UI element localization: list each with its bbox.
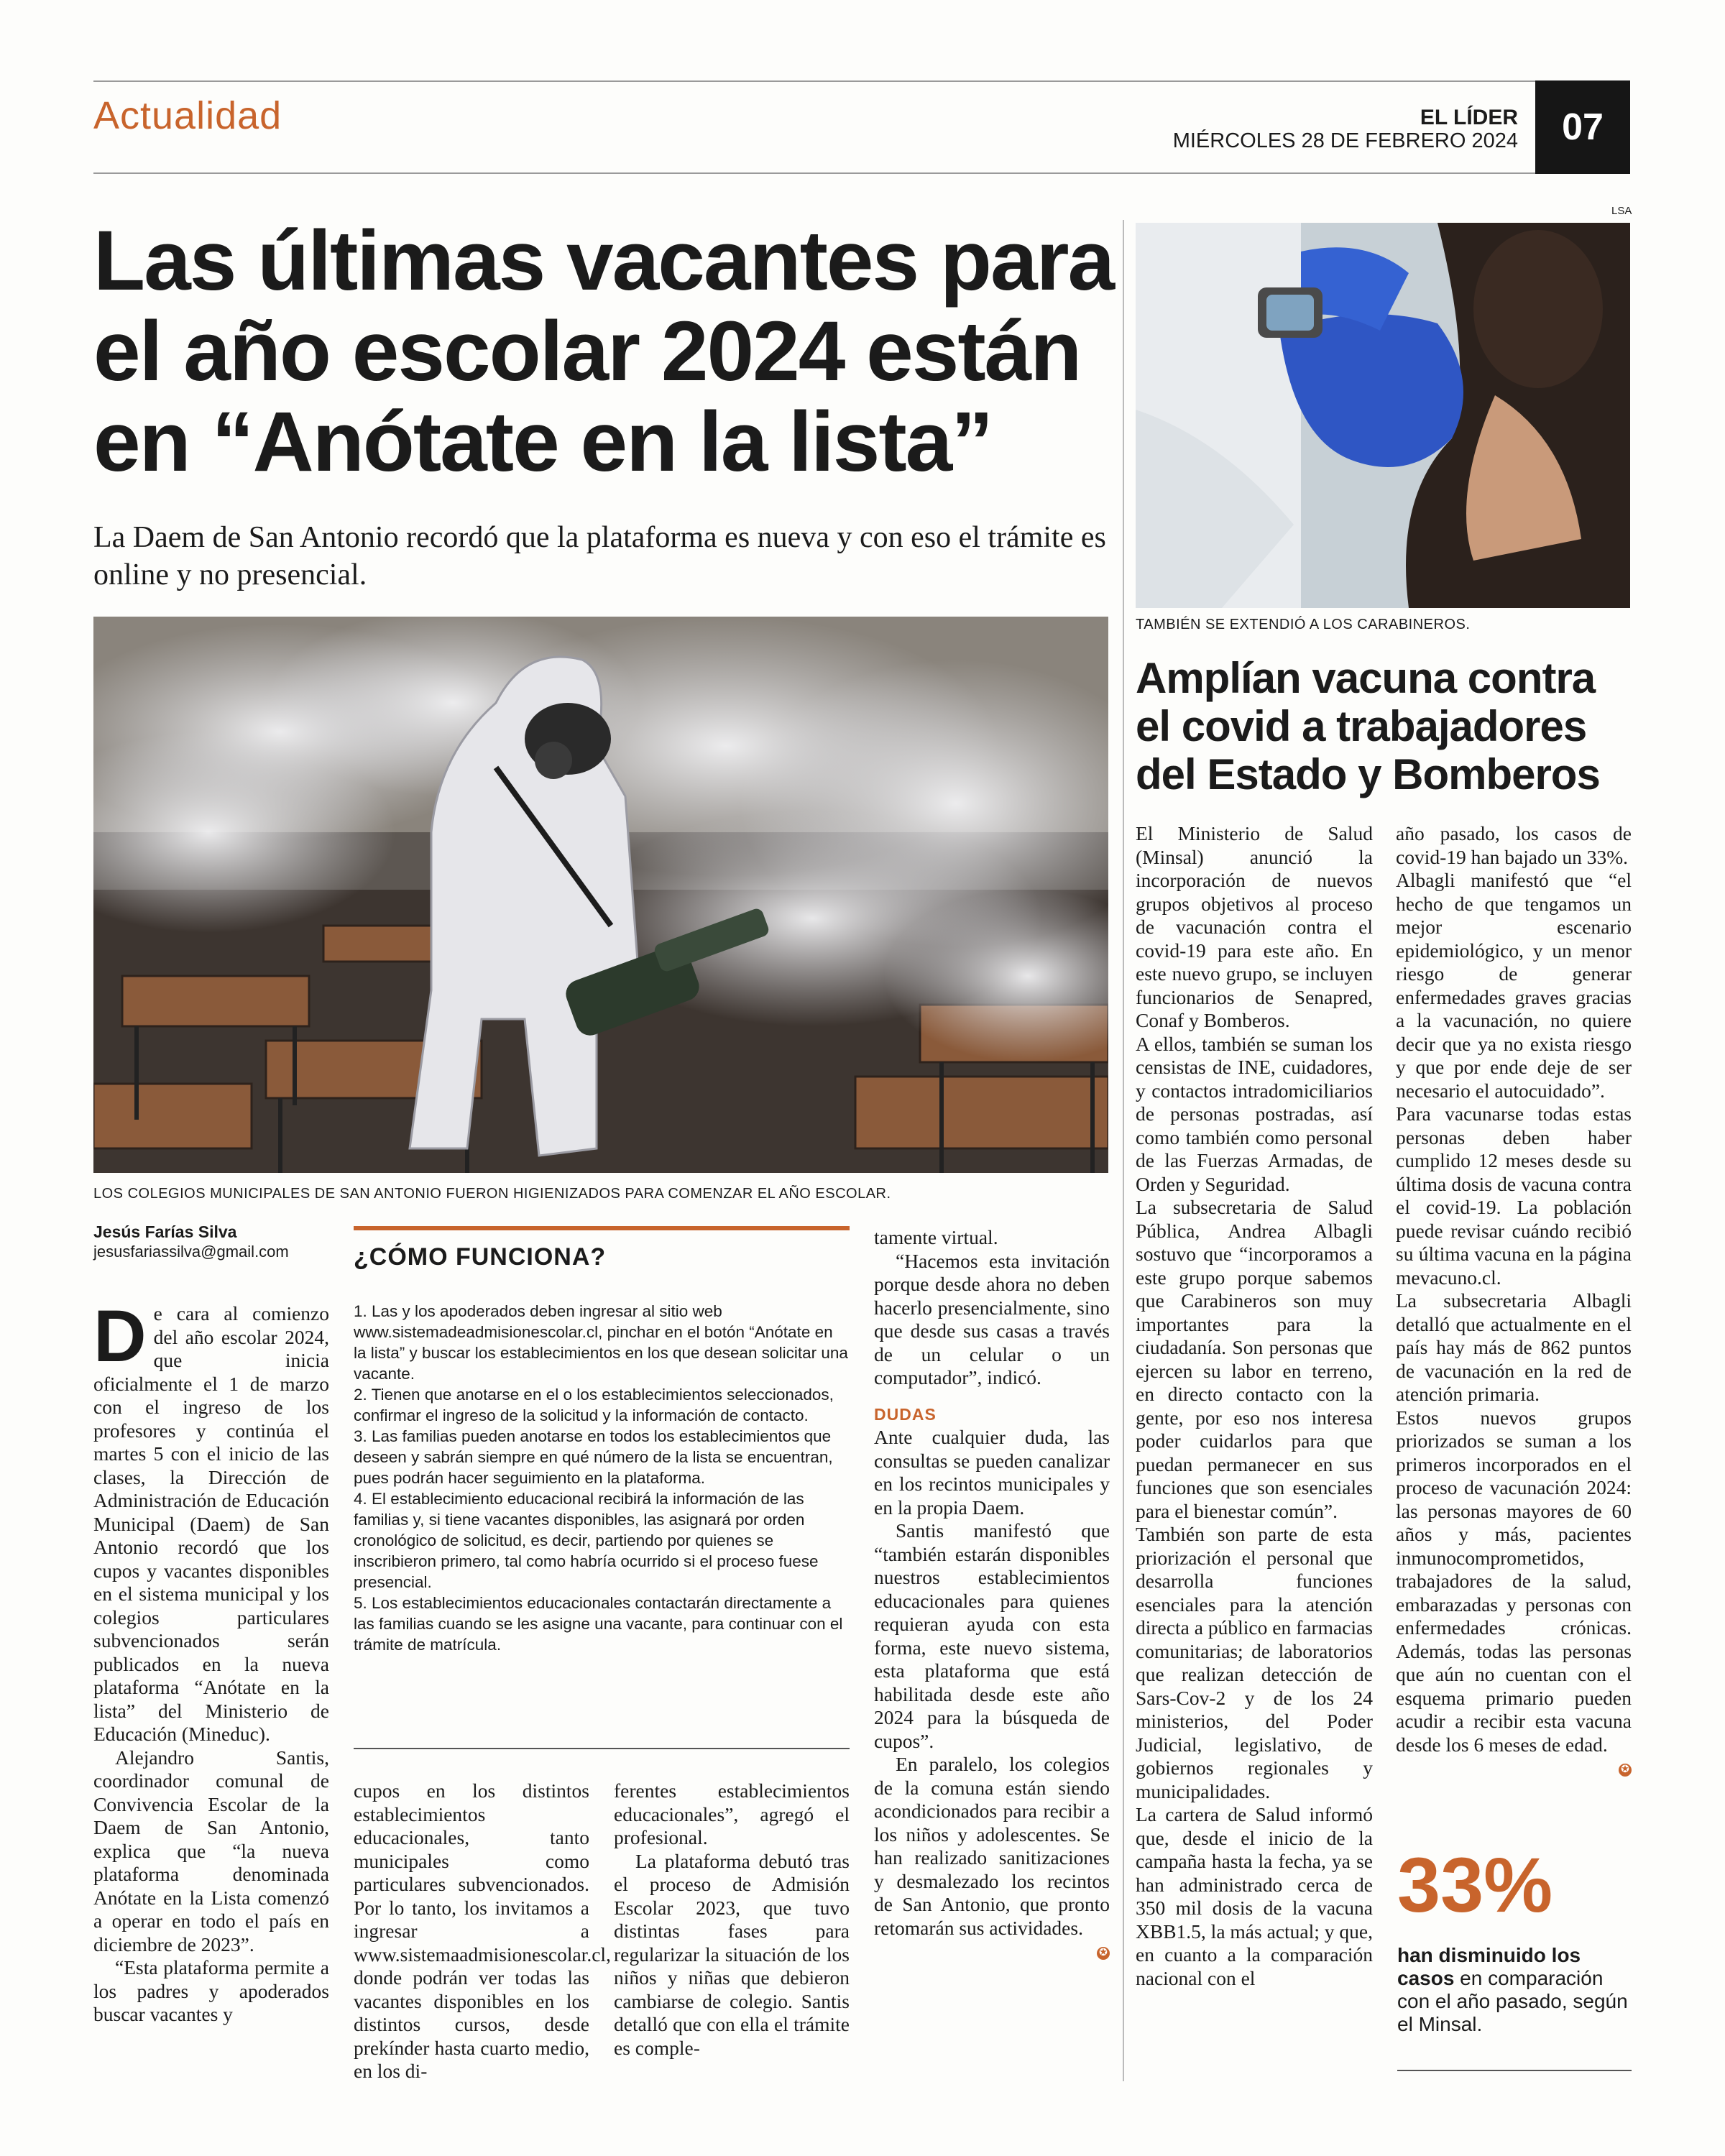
paragraph: “Esta plataforma permite a los padres y apoderados buscar vacantes y bbox=[93, 1956, 329, 2025]
paragraph: tamente virtual. bbox=[874, 1226, 998, 1248]
author-email: jesusfariassilva@gmail.com bbox=[93, 1243, 289, 1261]
paragraph: Santis manifestó que “también estarán disponibles nuestros establecimientos educacionales para quienes requieran ayuda con esta forma, este nuevo sistema, esta plataforma que está habilitada desde este año 2024 para la búsqueda de cupos”. bbox=[874, 1519, 1110, 1752]
paragraph: La subsecretaria de Salud Pública, Andrea Albagli sostuvo que “incorporamos a este grupo porque sabemos que Carabineros son muy importantes para la ciudadanía. Son personas que ejercen su labor en terreno, en directo contacto con la gente, por eso nos interesa poder cuidarlos para que puedan permanecer en sus funciones que son esenciales para el bienestar común”. bbox=[1136, 1196, 1373, 1522]
paragraph: ferentes establecimientos educacionales”, agregó el profesional. bbox=[614, 1779, 850, 1848]
article-column-2 bbox=[354, 1779, 611, 2083]
paragraph: Alejandro Santis, coordinador comunal de Convivencia Escolar de la Daem de San Antonio, explica que “la nueva plataforma denominada Anótate en la Lista comenzó a operar en todo el país en diciembre de 2023”. bbox=[93, 1746, 329, 1955]
column-divider bbox=[1123, 220, 1124, 2081]
stat-caption-rest: en comparación con el año pasado, según el Minsal. bbox=[1397, 1967, 1628, 2035]
top-rule bbox=[93, 80, 1535, 82]
paragraph: e cara al comienzo del año escolar 2024, que inicia oficialmente el 1 de marzo con el ingreso de los profesores y continúa el martes 5 con el inicio de las clases, la Dirección de Administración de Educación Municipal (Daem) de San Antonio recordó que los cupos y vacantes disponibles en el sistema municipal y los colegios particulares subvencionados serán publicados en la nueva plataforma “Anótate en la lista” del Ministerio de Educación (Mineduc). bbox=[93, 1302, 329, 1745]
side-column-1 bbox=[1136, 822, 1373, 1990]
header-rule bbox=[93, 172, 1535, 174]
paragraph: También son parte de esta priorización el personal que desarrolla funciones esenciales para la atención directa a público en farmacias comunitarias; de laboratorios que realizan detección de Sars-Cov-2 y de los 24 ministerios, del Poder Judicial, legislativo, de gobiernos regionales y municipalidades. bbox=[1136, 1523, 1373, 1802]
stat-rule bbox=[1397, 2070, 1632, 2071]
paragraph: cupos en los distintos establecimientos educacionales, tanto municipales como particulares subvencionados. Por lo tanto, los invitamos a ingresar a www.sistemaadmisionescolar.cl, donde podrán ver todas las vacantes disponibles en los distintos cursos, desde prekínder hasta cuarto medio, en los di- bbox=[354, 1779, 611, 2082]
paragraph: Ante cualquier duda, las consultas se pueden canalizar en los recintos municipales y en la propia Daem. bbox=[874, 1426, 1110, 1519]
paragraph: año pasado, los casos de covid-19 han bajado un 33%. bbox=[1396, 822, 1632, 868]
end-mark-icon: ✪ bbox=[1097, 1947, 1110, 1960]
article-column-4 bbox=[874, 1226, 1110, 1963]
paragraph: Estos nuevos grupos priorizados se suman a los primeros incorporados en el proceso de vacunación 2024: las personas mayores de 60 años y más, pacientes inmunocomprometidos, trabajadores de la salud, embarazadas y personas con enfermedades crónicas. Además, todas las personas que aún no cuentan con el esquema primario pueden acudir a recibir esta vacuna desde los 6 meses de edad. bbox=[1396, 1406, 1632, 1756]
subhead: DUDAS bbox=[874, 1404, 937, 1424]
photo-credit: LSA bbox=[1611, 205, 1632, 217]
photo-caption: LOS COLEGIOS MUNICIPALES DE SAN ANTONIO FUERON HIGIENIZADOS PARA COMENZAR EL AÑO ESCOLAR. bbox=[93, 1186, 891, 1202]
main-headline: Las últimas vacantes para el año escolar 2024 están en “Anótate en la lista” bbox=[93, 213, 1114, 489]
box-bottom-rule bbox=[354, 1748, 850, 1749]
box-title: ¿CÓMO FUNCIONA? bbox=[354, 1243, 607, 1271]
paragraph: “Hacemos esta invitación porque desde ahora no deben hacerlo presencialmente, sino que desde sus casas a través de un celular o un computador”, indicó. bbox=[874, 1249, 1110, 1388]
box-accent-rule bbox=[354, 1226, 850, 1230]
photo-caption: TAMBIÉN SE EXTENDIÓ A LOS CARABINEROS. bbox=[1136, 617, 1471, 632]
vaccination-photo bbox=[1136, 223, 1630, 608]
masthead bbox=[1173, 106, 1518, 152]
paragraph: Albagli manifestó que “el hecho de que tengamos un mejor escenario epidemiológico, y un menor riesgo de generar enfermedades graves gracias a la vacunación, no quiere decir que ya no exista riesgo y que por ende deje de ser necesario el autocuidado”. bbox=[1396, 869, 1632, 1102]
section-label: Actualidad bbox=[93, 94, 282, 137]
main-deck: La Daem de San Antonio recordó que la plataforma es nueva y con eso el trámite es online y no presencial. bbox=[93, 521, 1106, 591]
box-step: 5. Los establecimientos educacionales contactarán directamente a las familias cuando se les asigne una vacante, para continuar con el trámite de matrícula. bbox=[354, 1594, 843, 1654]
box-step: 3. Las familias pueden anotarse en todos los establecimientos que deseen y sabrán siempre en qué número de la lista se encuentran, pues podrán hacer seguimiento en la plataforma. bbox=[354, 1427, 833, 1487]
highlight-stat: 33% bbox=[1397, 1841, 1553, 1928]
side-column-2 bbox=[1396, 822, 1632, 1780]
paragraph: La plataforma debutó tras el proceso de Admisión Escolar 2023, que tuvo distintas fases para regularizar la situación de los niños y niñas que debieron cambiarse de colegio. Santis detalló que con ella el trámite es comple- bbox=[614, 1849, 850, 2059]
stat-caption bbox=[1397, 1944, 1632, 2036]
paragraph: A ellos, también se suman los censistas de INE, cuidadores, y contactos intradomiciliarios de personas postradas, así como también como personal de las Fuerzas Armadas, de Orden y Seguridad. bbox=[1136, 1032, 1373, 1195]
author-name: Jesús Farías Silva bbox=[93, 1222, 237, 1241]
article-column-1 bbox=[93, 1295, 329, 2027]
drop-cap: D bbox=[93, 1295, 147, 1377]
page-number: 07 bbox=[1535, 80, 1630, 174]
article-column-3 bbox=[614, 1779, 850, 2060]
box-step: 2. Tienen que anotarse en el o los establecimientos seleccionados, confirmar el ingreso de la solicitud y la información de contacto. bbox=[354, 1386, 834, 1424]
paragraph: En paralelo, los colegios de la comuna están siendo acondicionados para recibir a los niños y adolescentes. Se han realizado sanitizaciones y desmalezado los recintos de San Antonio, que pronto retomarán sus actividades. bbox=[874, 1753, 1110, 1939]
paragraph: El Ministerio de Salud (Minsal) anunció la incorporación de nuevos grupos objetivos al proceso de vacunación contra el covid-19 para este año. En este nuevo grupo, se incluyen funcionarios de Senapred, Conaf y Bomberos. bbox=[1136, 822, 1373, 1031]
box-step: 4. El establecimiento educacional recibirá la información de las familias y, si tiene vacantes disponibles, las asignará por orden cronológico de solicitud, es decir, partiendo por quienes se inscribieron primero, tal como habría ocurrido si el proceso fuese presencial. bbox=[354, 1490, 819, 1591]
box-steps-list bbox=[354, 1301, 850, 1655]
end-mark-icon: ✪ bbox=[1619, 1764, 1632, 1777]
issue-date: MIÉRCOLES 28 DE FEBRERO 2024 bbox=[1172, 129, 1518, 152]
stat-caption-bold: han disminuido los casos bbox=[1397, 1944, 1581, 1989]
paragraph: La subsecretaria Albagli detalló que actualmente en el país hay más de 862 puntos de vacunación en la red de atención primaria. bbox=[1396, 1289, 1632, 1405]
box-step: 1. Las y los apoderados deben ingresar al sitio web www.sistemadeadmisionescolar.cl, pinchar en el botón “Anótate en la lista” y buscar los establecimientos en los que desean solicitar una vacante. bbox=[354, 1302, 848, 1383]
fumigation-photo bbox=[93, 617, 1108, 1173]
paragraph: La cartera de Salud informó que, desde el inicio de la campaña hasta la fecha, ya se han administrado cerca de 350 mil dosis de la vacuna XBB1.5, la más actual; y que, en cuanto a la comparación nacional con el bbox=[1136, 1803, 1373, 1989]
publication-name: EL LÍDER bbox=[1420, 106, 1518, 129]
byline bbox=[93, 1222, 289, 1262]
side-headline: Amplían vacuna contra el covid a trabajadores del Estado y Bomberos bbox=[1136, 654, 1600, 798]
paragraph: Para vacunarse todas estas personas deben haber cumplido 12 meses desde su última dosis de vacuna contra el covid-19. La población puede revisar cuándo recibió su última vacuna en la página mevacuno.cl. bbox=[1396, 1102, 1632, 1289]
